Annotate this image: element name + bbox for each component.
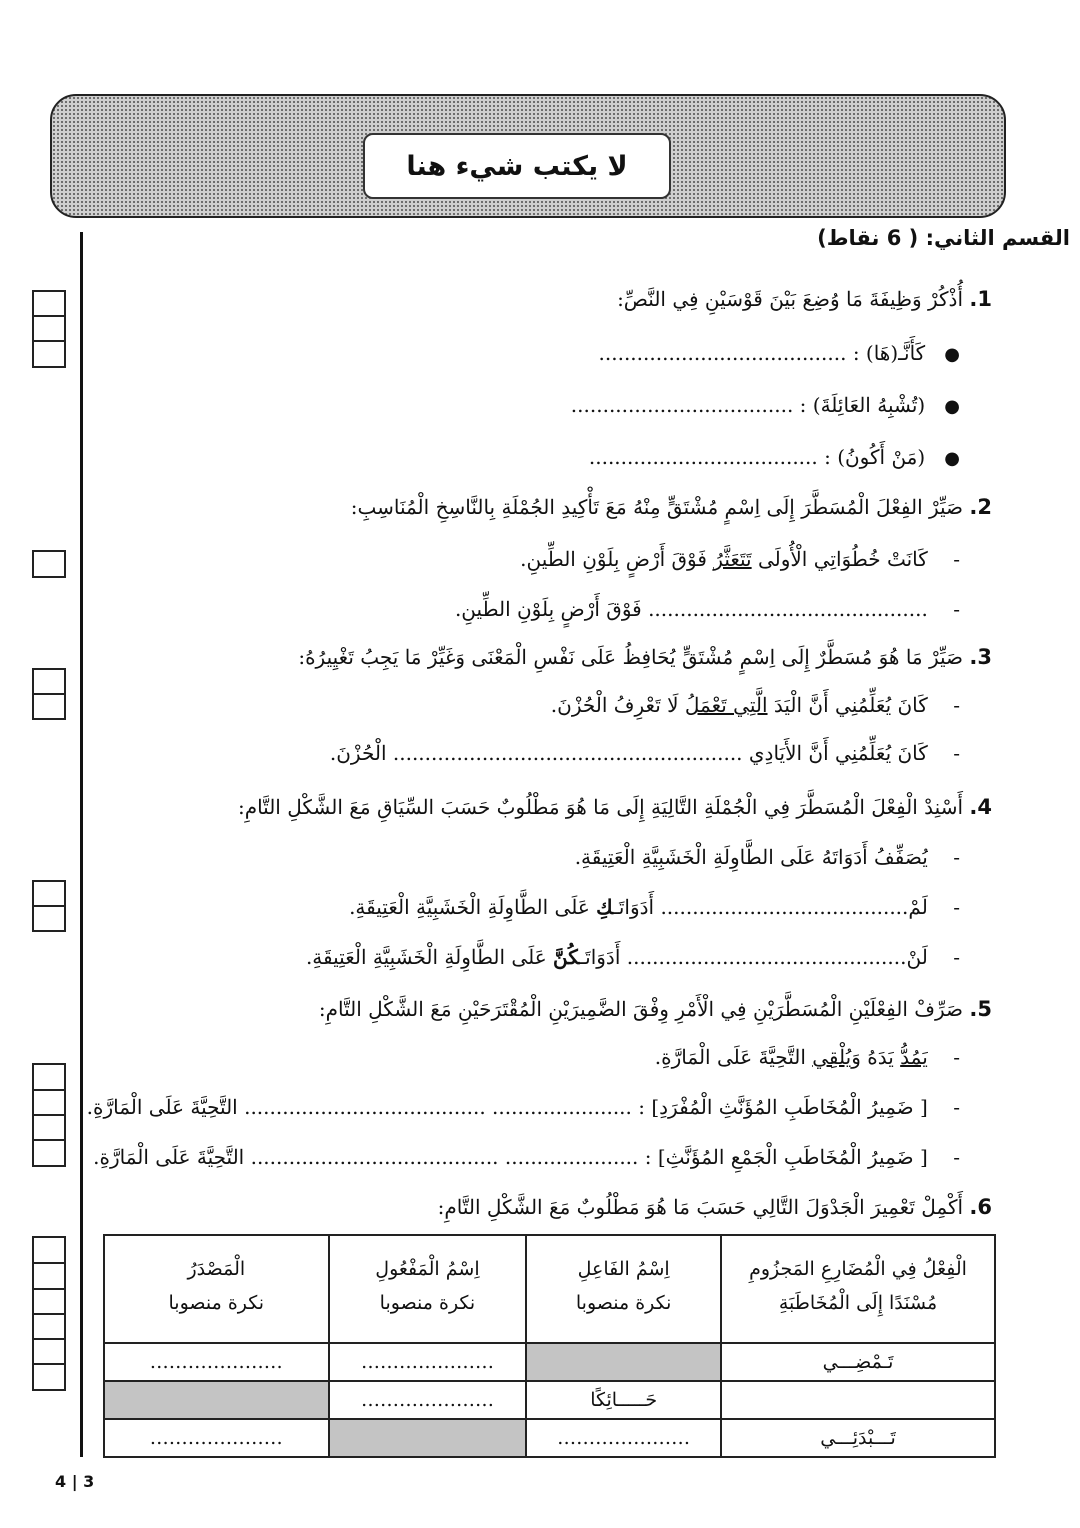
table-cell-blank[interactable]: ………………… — [104, 1343, 329, 1381]
dash: - — [953, 547, 960, 571]
table-cell-blank[interactable]: ………………… — [526, 1419, 721, 1457]
q5-prompt — [319, 994, 992, 1024]
q2-answer[interactable] — [455, 594, 960, 624]
q2-prompt — [351, 492, 992, 522]
header-passive-participle: اِسْمُ الْمَفْعُولِ نكرة منصوبا — [329, 1235, 527, 1343]
shaded-cell — [526, 1343, 721, 1381]
bullet-icon: ● — [944, 448, 960, 469]
q1-item-3[interactable] — [589, 442, 960, 474]
q5-underlined-verb-1: يَمُدُّ — [900, 1045, 928, 1069]
q4-answer-2-suffix: كُنَّ — [553, 945, 580, 969]
q5-sentence-end: التَّحِيَّةَ عَلَى الْمَارَّةِ. — [654, 1045, 813, 1069]
header-masdar: الْمَصْدَرُ نكرة منصوبا — [104, 1235, 329, 1343]
q2-answer-text: ............................................ فَوْقَ أَرْضٍ بِلَوْنِ الطِّينِ. — [454, 597, 928, 621]
q2-sentence — [520, 544, 960, 574]
q6-number: 6. — [969, 1195, 992, 1219]
shaded-cell — [104, 1381, 329, 1419]
q2-text: صَيِّرْ الفِعْلَ الْمُسَطَّرَ إِلَى اِسْمٍ مُشْتَقٍّ مِنْهُ مَعَ تَأْكِيدِ الجُمْلَةِ بِالنَّاسِخِ الْمُنَاسِبِ: — [350, 495, 964, 519]
q1-prompt — [617, 284, 992, 314]
q3-prompt — [298, 642, 992, 672]
q5-answer-2[interactable] — [93, 1142, 960, 1172]
dash: - — [953, 1095, 960, 1119]
q3-sentence-end: لَا تَعْرِفُ الْحُزْنَ. — [550, 693, 685, 717]
q5-answer-2-text: [ ضَمِيرُ الْمُخَاطَبِ الْجَمْعِ المُؤَنَّثِ] : ..................... ....................................... التَّحِيَّةَ عَلَى الْمَارَّةِ. — [93, 1145, 928, 1169]
q4-sentence-text: يُصَفِّفُ أَدَوَاتَهُ عَلَى الطَّاوِلَةِ الْخَشَبِيَّةِ الْعَتِيقَةِ. — [574, 845, 928, 869]
table-cell: حَـــــائِكًا — [526, 1381, 721, 1419]
q5-sentence-mid: يَدَهُ وَ — [851, 1045, 901, 1069]
q4-answer-1-end: عَلَى الطَّاوِلَةِ الْخَشَبِيَّةِ الْعَتِيقَةِ. — [349, 895, 597, 919]
q4-answer-2[interactable] — [306, 942, 960, 972]
dash: - — [953, 845, 960, 869]
q4-answer-1-suffix: كِ — [596, 895, 613, 919]
derivation-table — [103, 1234, 996, 1458]
table-cell-blank[interactable] — [721, 1381, 995, 1419]
q2-sentence-end: فَوْقَ أَرْضٍ بِلَوْنِ الطِّينِ. — [520, 547, 714, 571]
table-cell: تَـــبْدَئِـــي — [721, 1419, 995, 1457]
shaded-cell — [329, 1419, 527, 1457]
dash: - — [953, 1045, 960, 1069]
do-not-write-label: لا يكتب شيء هنا — [406, 150, 628, 182]
section-title: القسم الثاني: ( 6 نقاط) — [817, 226, 1070, 250]
q4-answer-2-start: لَنْ............................................ أَدَوَاتَـ — [579, 945, 928, 969]
q5-answer-1[interactable] — [87, 1092, 960, 1122]
q5-sentence — [655, 1042, 960, 1072]
q3-sentence-start: كَانَ يُعَلِّمُنِي أَنَّ الْيَدَ — [767, 693, 928, 717]
q1-item-3-text: (مَنْ أَكُونُ) : .................................... — [588, 445, 926, 469]
q5-answer-1-text: [ ضَمِيرُ الْمُخَاطَبِ المُؤَنَّثِ الْمُفْرَدِ] : ...................... ...................................... التَّحِيَّةَ عَلَى الْمَارَّةِ. — [86, 1095, 928, 1119]
do-not-write-box — [363, 133, 671, 199]
mark-box-q5[interactable] — [32, 1063, 66, 1167]
mark-box-q6[interactable] — [32, 1236, 66, 1391]
q1-item-2[interactable] — [571, 390, 960, 422]
q1-number: 1. — [969, 287, 992, 311]
q3-number: 3. — [969, 645, 992, 669]
q3-text: صَيِّرْ مَا هُوَ مُسَطَّرٌ إِلَى اِسْمٍ مُشْتَقٍّ يُحَافِظُ عَلَى نَفْسِ الْمَعْنَى وَغَيِّرْ مَا يَجِبُ تَغْيِيرُهُ: — [298, 645, 964, 669]
q4-answer-1-start: لَمْ....................................... أَدَوَاتَـ — [612, 895, 928, 919]
q6-prompt — [438, 1192, 992, 1222]
dash: - — [953, 895, 960, 919]
mark-box-q4[interactable] — [32, 880, 66, 932]
q4-prompt — [238, 792, 992, 822]
q6-text: أَكْمِلْ تَعْمِيرَ الْجَدْوَلَ التَّالِي حَسَبَ مَا هُوَ مَطْلُوبٌ مَعَ الشَّكْلِ التَّامِ: — [437, 1195, 964, 1219]
page-number: 4 | 3 — [55, 1472, 95, 1491]
q2-sentence-start: كَانَتْ خُطُوَاتِي الْأُولَى — [751, 547, 928, 571]
dash: - — [953, 741, 960, 765]
mark-box-q2[interactable] — [32, 550, 66, 578]
q3-underlined-phrase: الَّتِي تَعْمَلُ — [684, 693, 768, 717]
q1-item-1-text: كَأَنَّـ(هَا) : ....................................... — [598, 341, 926, 365]
dash: - — [953, 945, 960, 969]
q5-underlined-verb-2: يُلْقِي — [812, 1045, 852, 1069]
header-active-participle: اِسْمُ الفَاعِلِ نكرة منصوبا — [526, 1235, 721, 1343]
table-header-row — [104, 1235, 995, 1343]
dash: - — [953, 1145, 960, 1169]
table-cell-blank[interactable]: ………………… — [329, 1343, 527, 1381]
q2-number: 2. — [969, 495, 992, 519]
bullet-icon: ● — [944, 396, 960, 417]
q1-text: أُذْكُرْ وَظِيفَةَ مَا وُضِعَ بَيْنَ قَوْسَيْنِ فِي النَّصِّ: — [617, 287, 964, 311]
q3-answer[interactable] — [330, 738, 960, 768]
table-row — [104, 1343, 995, 1381]
q4-answer-1[interactable] — [349, 892, 960, 922]
mark-box-q1[interactable] — [32, 290, 66, 368]
q1-item-1[interactable] — [599, 338, 960, 370]
q5-text: صَرِّفْ الفِعْلَيْنِ الْمُسَطَّرَيْنِ فِي الْأَمْرِ وِفْقَ الضَّمِيرَيْنِ الْمُقْتَرَحَيْنِ مَعَ الشَّكْلِ التَّامِ: — [318, 997, 964, 1021]
table-cell: تَـمْضِـــي — [721, 1343, 995, 1381]
q4-sentence — [575, 842, 960, 872]
mark-box-q3[interactable] — [32, 668, 66, 720]
q4-text: أَسْنِدْ الْفِعْلَ الْمُسَطَّرَ فِي الْجُمْلَةِ التَّالِيَةِ إِلَى مَا هُوَ مَطْلُوبٌ حَسَبَ السِّيَاقِ مَعَ الشَّكْلِ التَّامِ: — [237, 795, 964, 819]
table-row — [104, 1381, 995, 1419]
dash: - — [953, 597, 960, 621]
bullet-icon: ● — [944, 344, 960, 365]
table-row — [104, 1419, 995, 1457]
q2-underlined-verb: تَتَعَثَّرُ — [713, 547, 752, 571]
header-verb: الْفِعْلُ فِي الْمُضَارِعِ المَجزُومِ مُسْنَدًا إِلَى الْمُخَاطَبَةِ — [721, 1235, 995, 1343]
q3-sentence — [551, 690, 960, 720]
q1-item-2-text: (تُشْبِهُ العَائِلَةَ) : ................................... — [570, 393, 926, 417]
q5-number: 5. — [969, 997, 992, 1021]
table-cell-blank[interactable]: ………………… — [104, 1419, 329, 1457]
q4-number: 4. — [969, 795, 992, 819]
q4-answer-2-end: عَلَى الطَّاوِلَةِ الْخَشَبِيَّةِ الْعَتِيقَةِ. — [305, 945, 553, 969]
table-cell-blank[interactable]: ………………… — [329, 1381, 527, 1419]
dash: - — [953, 693, 960, 717]
margin-line — [80, 232, 83, 1457]
q3-answer-text: كَانَ يُعَلِّمُنِي أَنَّ الأَيَادِي ....................................................... الْحُزْنَ. — [329, 741, 928, 765]
